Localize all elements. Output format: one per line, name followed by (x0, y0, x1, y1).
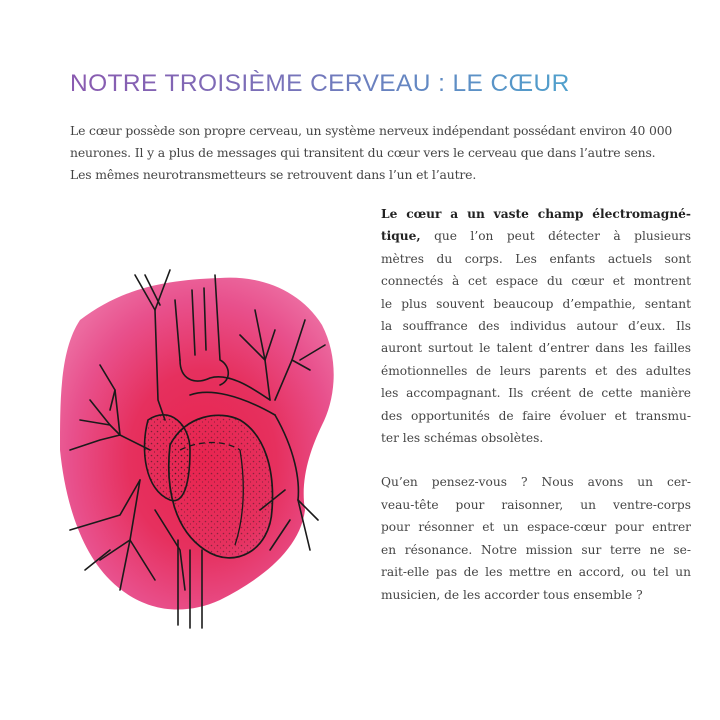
intro-paragraph (70, 120, 673, 186)
intro-line: Les mêmes neurotransmetteurs se retrouvent dans l’un et l’autre. (70, 167, 477, 182)
text-line: émotionnelles de leurs parents et des adultes (381, 363, 691, 378)
text-line: connectés à cet espace du cœur et montrent (381, 274, 691, 289)
text-line: veau-tête pour raisonner, un ventre-corps (381, 497, 691, 512)
intro-line: neurones. Il y a plus de messages qui transitent du cœur vers le cerveau que dans l’autre sens. (70, 145, 656, 160)
heart-illustration (60, 250, 360, 630)
lead-text: Le cœur a un vaste champ électromagné- (381, 207, 691, 221)
text-line: en résonance. Notre mission sur terre ne se- (381, 542, 691, 557)
intro-line: Le cœur possède son propre cerveau, un système nerveux indépendant possédant environ 40 000 (70, 123, 673, 138)
text-line: mètres du corps. Les enfants actuels sont (381, 251, 691, 266)
text-line: le plus souvent beaucoup d’empathie, sentant (381, 296, 691, 311)
text-fragment: que l’on peut détecter à plusieurs (420, 229, 691, 244)
text-line: la souffrance des individus autour d’eux. Ils (381, 319, 691, 334)
page-title: NOTRE TROISIÈME CERVEAU : LE CŒUR (70, 70, 570, 97)
text-line: auront surtout le talent d’entrer dans les failles (381, 341, 691, 356)
text-line: musicien, de les accorder tous ensemble ? (381, 587, 643, 602)
text-line: pour résonner et un espace-cœur pour entrer (381, 520, 691, 535)
paragraph-electromagnetic (381, 203, 691, 449)
text-line: ter les schémas obsolètes. (381, 431, 544, 446)
text-column (381, 203, 691, 628)
text-line: des opportunités de faire évoluer et transmu- (381, 408, 691, 423)
text-line: Qu’en pensez-vous ? Nous avons un cer- (381, 475, 691, 490)
text-line (381, 203, 691, 225)
text-line: rait-elle pas de les mettre en accord, ou tel un (381, 565, 691, 580)
lead-text: tique, (381, 229, 421, 244)
paragraph-question (381, 471, 691, 605)
text-line: les accompagnant. Ils créent de cette manière (381, 386, 691, 401)
anatomical-heart-icon (60, 250, 360, 630)
text-line (381, 225, 691, 247)
